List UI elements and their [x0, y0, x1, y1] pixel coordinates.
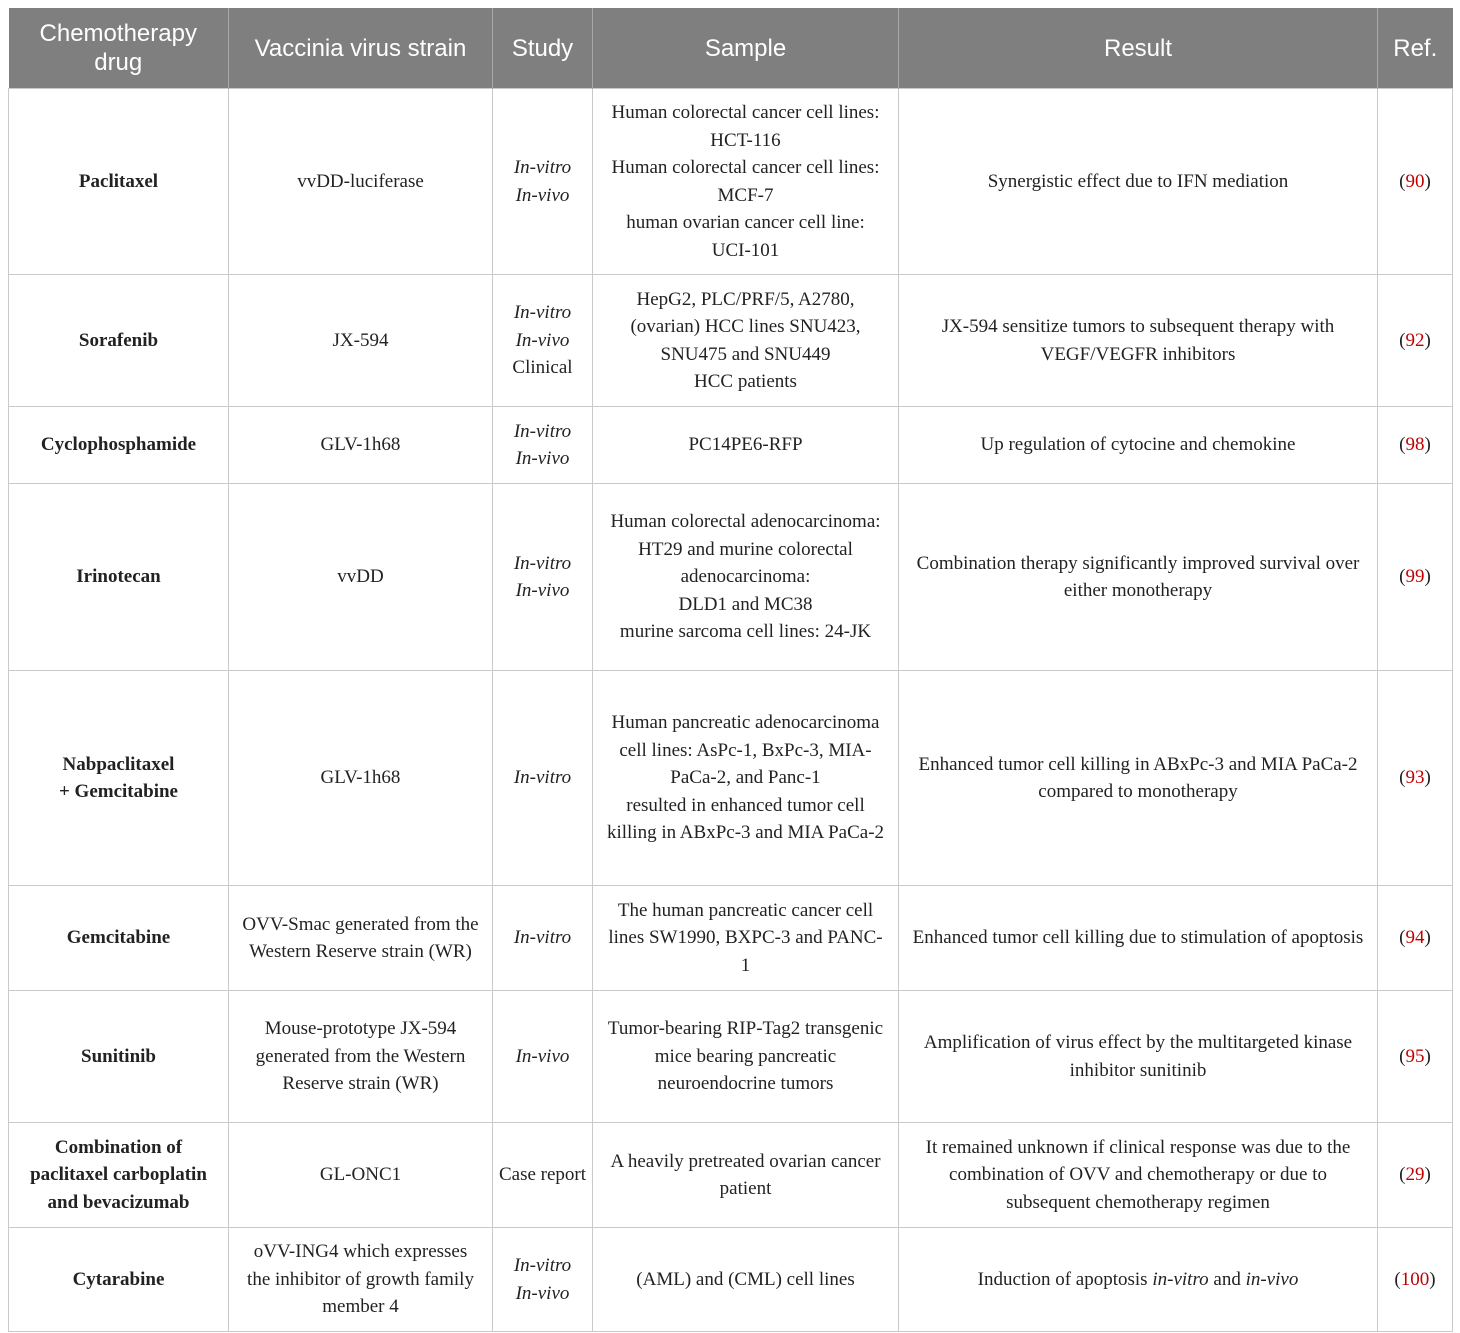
sample-cell: HepG2, PLC/PRF/5, A2780, (ovarian) HCC lines SNU423, SNU475 and SNU449 HCC patients [593, 275, 899, 407]
ref-link[interactable]: 92 [1405, 329, 1425, 351]
drug-cell: Paclitaxel [9, 89, 229, 275]
strain-cell: vvDD-luciferase [229, 89, 493, 275]
ref-link[interactable]: 98 [1405, 434, 1425, 456]
ref-cell: (94) [1378, 886, 1453, 991]
table-row [9, 484, 1453, 671]
table-row [9, 1123, 1453, 1228]
sample-cell: Tumor-bearing RIP-Tag2 transgenic mice bearing pancreatic neuroendocrine tumors [593, 991, 899, 1123]
ref-link[interactable]: 100 [1400, 1268, 1430, 1290]
drug-cell: Gemcitabine [9, 886, 229, 991]
drug-cell: Sunitinib [9, 991, 229, 1123]
ref-cell: (99) [1378, 484, 1453, 671]
sample-cell: Human pancreatic adenocarcinoma cell lines: AsPc-1, BxPc-3, MIA-PaCa-2, and Panc-1 resulted in enhanced tumor cell killing in ABxPc-3 and MIA PaCa-2 [593, 671, 899, 886]
header-drug: Chemotherapy drug [9, 8, 229, 89]
study-cell: In-vitro In-vivo Clinical [493, 275, 593, 407]
study-cell: In-vivo [493, 991, 593, 1123]
ref-cell: (100) [1378, 1228, 1453, 1332]
ref-cell: (29) [1378, 1123, 1453, 1228]
sample-cell: Human colorectal cancer cell lines: HCT-116 Human colorectal cancer cell lines: MCF-7 human ovarian cancer cell line: UCI-101 [593, 89, 899, 275]
result-cell: It remained unknown if clinical response was due to the combination of OVV and chemotherapy or due to subsequent chemotherapy regimen [899, 1123, 1378, 1228]
drug-cell: Nabpaclitaxel + Gemcitabine [9, 671, 229, 886]
drug-cell: Combination of paclitaxel carboplatin and bevacizumab [9, 1123, 229, 1228]
strain-cell: JX-594 [229, 275, 493, 407]
study-cell: In-vitro [493, 886, 593, 991]
drug-cell: Sorafenib [9, 275, 229, 407]
table-row [9, 886, 1453, 991]
drug-cell: Cytarabine [9, 1228, 229, 1332]
result-cell: Enhanced tumor cell killing due to stimulation of apoptosis [899, 886, 1378, 991]
study-cell: In-vitro [493, 671, 593, 886]
ref-link[interactable]: 29 [1405, 1164, 1425, 1186]
ref-link[interactable]: 99 [1405, 566, 1425, 588]
table-row [9, 1228, 1453, 1332]
study-cell: In-vitro In-vivo [493, 89, 593, 275]
ref-link[interactable]: 90 [1405, 170, 1425, 192]
study-cell: Case report [493, 1123, 593, 1228]
ref-cell: (98) [1378, 407, 1453, 484]
ref-cell: (93) [1378, 671, 1453, 886]
ref-cell: (90) [1378, 89, 1453, 275]
drug-cell: Cyclophosphamide [9, 407, 229, 484]
header-result: Result [899, 8, 1378, 89]
ref-link[interactable]: 94 [1405, 927, 1425, 949]
strain-cell: oVV-ING4 which expresses the inhibitor of growth family member 4 [229, 1228, 493, 1332]
table-row [9, 407, 1453, 484]
sample-cell: The human pancreatic cancer cell lines SW1990, BXPC-3 and PANC-1 [593, 886, 899, 991]
sample-cell: PC14PE6-RFP [593, 407, 899, 484]
sample-cell: (AML) and (CML) cell lines [593, 1228, 899, 1332]
strain-cell: vvDD [229, 484, 493, 671]
strain-cell: OVV-Smac generated from the Western Reserve strain (WR) [229, 886, 493, 991]
table-row [9, 89, 1453, 275]
header-ref: Ref. [1378, 8, 1453, 89]
table-row [9, 275, 1453, 407]
ref-link[interactable]: 95 [1405, 1045, 1425, 1067]
header-strain: Vaccinia virus strain [229, 8, 493, 89]
strain-cell: GLV-1h68 [229, 407, 493, 484]
sample-cell: A heavily pretreated ovarian cancer patient [593, 1123, 899, 1228]
study-cell: In-vitro In-vivo [493, 1228, 593, 1332]
result-cell: Enhanced tumor cell killing in ABxPc-3 and MIA PaCa-2 compared to monotherapy [899, 671, 1378, 886]
strain-cell: GL-ONC1 [229, 1123, 493, 1228]
result-cell: Amplification of virus effect by the multitargeted kinase inhibitor sunitinib [899, 991, 1378, 1123]
ref-cell: (92) [1378, 275, 1453, 407]
sample-cell: Human colorectal adenocarcinoma: HT29 and murine colorectal adenocarcinoma: DLD1 and MC38 murine sarcoma cell lines: 24-JK [593, 484, 899, 671]
result-cell: Induction of apoptosis in-vitro and in-vivo [899, 1228, 1378, 1332]
drug-cell: Irinotecan [9, 484, 229, 671]
chemotherapy-vaccinia-table [8, 8, 1453, 1332]
study-cell: In-vitro In-vivo [493, 484, 593, 671]
result-cell: Up regulation of cytocine and chemokine [899, 407, 1378, 484]
strain-cell: GLV-1h68 [229, 671, 493, 886]
header-sample: Sample [593, 8, 899, 89]
result-cell: JX-594 sensitize tumors to subsequent therapy with VEGF/VEGFR inhibitors [899, 275, 1378, 407]
table-row [9, 671, 1453, 886]
ref-cell: (95) [1378, 991, 1453, 1123]
study-cell: In-vitro In-vivo [493, 407, 593, 484]
table-row [9, 991, 1453, 1123]
header-row [9, 8, 1453, 89]
header-study: Study [493, 8, 593, 89]
result-cell: Combination therapy significantly improved survival over either monotherapy [899, 484, 1378, 671]
ref-link[interactable]: 93 [1405, 767, 1425, 789]
result-cell: Synergistic effect due to IFN mediation [899, 89, 1378, 275]
strain-cell: Mouse-prototype JX-594 generated from the Western Reserve strain (WR) [229, 991, 493, 1123]
